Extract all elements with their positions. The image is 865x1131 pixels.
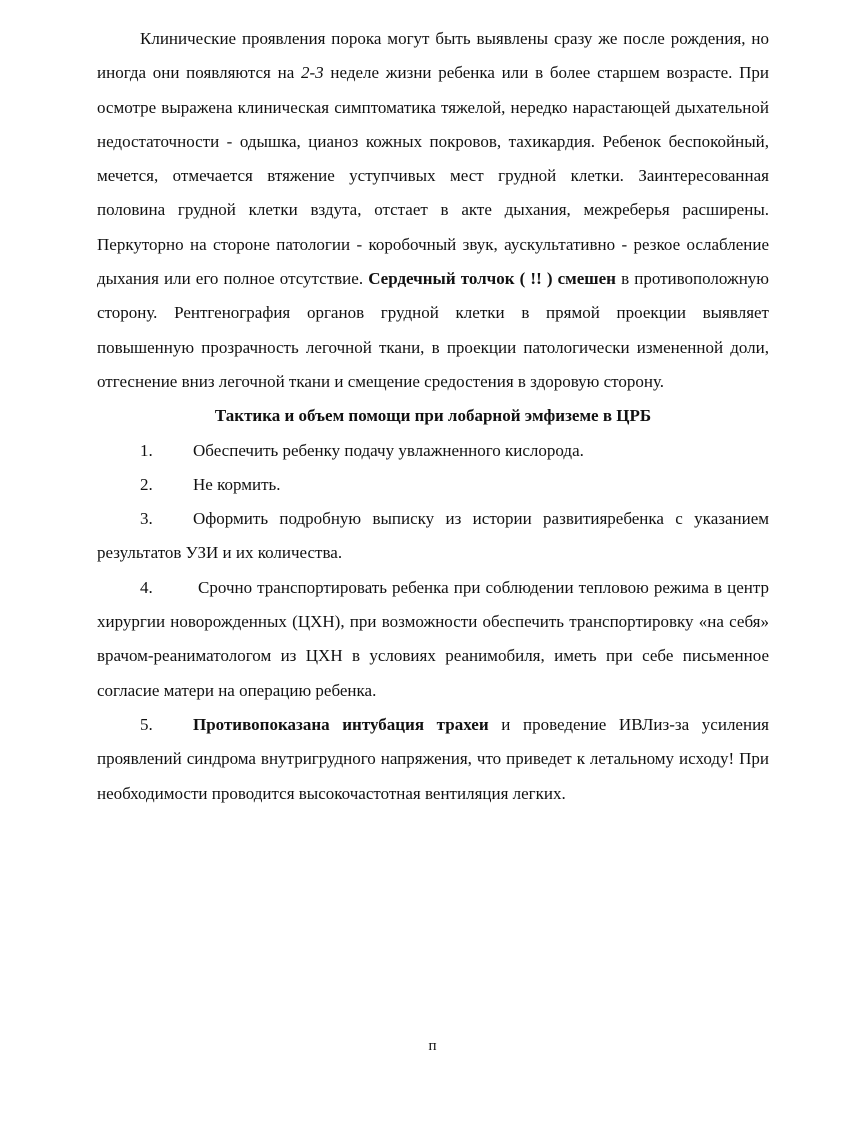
- list-item-number: 1.: [140, 440, 153, 460]
- list-item-2: [97, 468, 769, 502]
- list-item-bold-text: Противопоказана интубация трахеи: [193, 714, 489, 734]
- list-item-1: [97, 434, 769, 468]
- intro-paragraph: [97, 22, 769, 399]
- section-heading: Тактика и объем помощи при лобарной эмфиземе в ЦРБ: [214, 406, 652, 426]
- list-item-number: 5.: [140, 714, 153, 734]
- list-item-text: Не кормить.: [193, 474, 281, 494]
- list-item-3: [97, 502, 769, 571]
- intro-bold-text: Сердечный толчок ( !! ) смешен: [368, 269, 616, 289]
- list-item-text: Оформить подробную выписку из истории развитияребенка с указанием результатов УЗИ и их количества.: [97, 509, 769, 563]
- list-item-text: и проведение ИВЛиз-за усиления проявлений синдрома внутригрудного напряжения, что приведет к летальному исходу! При необходимости проводится высокочастотная вентиляция легких.: [97, 714, 769, 803]
- list-item-number: 2.: [140, 474, 153, 494]
- list-item-number: 3.: [140, 509, 153, 529]
- page-number: п: [428, 1038, 437, 1054]
- intro-text-1: Клинические проявления порока могут быть выявлены сразу же после рождения, но иногда они появляются на: [97, 29, 769, 83]
- list-item-text: Обеспечить ребенку подачу увлажненного кислорода.: [193, 440, 584, 460]
- document-page: [97, 22, 769, 811]
- list-item-4: [97, 571, 769, 708]
- intro-text-3: в противоположную сторону. Рентгенография органов грудной клетки в прямой проекции выявляет повышенную прозрачность легочной ткани, в проекции патологически измененной доли, отгеснение вниз легочной ткани и смещение средостения в здоровую сторону.: [97, 269, 770, 391]
- intro-weeks: 2-3: [300, 63, 324, 83]
- list-item-number: 4.: [140, 577, 153, 597]
- list-item-text: Срочно транспортировать ребенка при соблюдении тепловою режима в центр хирургии новорожденных (ЦХН), при возможности обеспечить транспортировку «на себя» врачом-реаниматологом из ЦХН в условиях реанимобиля, иметь при себе письменное согласие матери на операцию ребенка.: [97, 577, 769, 700]
- intro-text-2: неделе жизни ребенка или в более старшем возрасте. При осмотре выражена клиническая симптоматика тяжелой, нередко нарастающей дыхательной недостаточности - одышка, цианоз кожных покровов, тахикардия. Ребенок беспокойный, мечется, отмечается втяжение уступчивых мест грудной клетки. Заинтересованная половина грудной клетки вздута, отстает в акте дыхания, межреберья расширены. Перкуторно на стороне патологии - коробочный звук, аускультативно - резкое ослабление дыхания или его полное отсутствие.: [97, 63, 769, 289]
- list-item-5: [97, 708, 769, 811]
